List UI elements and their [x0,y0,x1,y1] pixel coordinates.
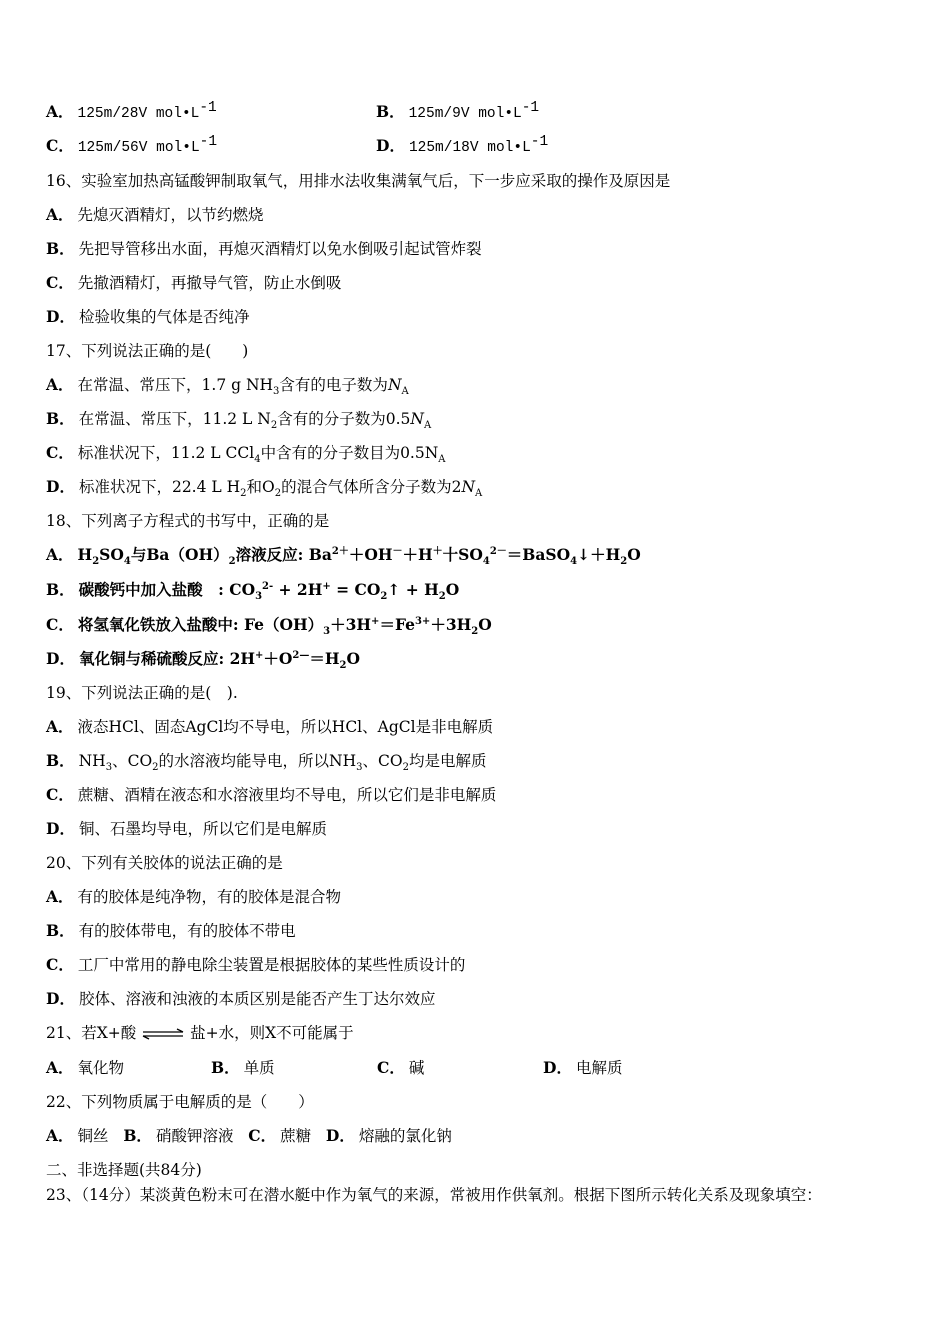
q19-b-s1: 3 [105,762,113,774]
q17-option-a [46,375,409,398]
q19-b-t1: NH [78,752,106,770]
q19-b-s2: 2 [152,762,159,774]
equilibrium-arrow-icon [141,1028,185,1040]
q17-b-s2: A [423,420,432,432]
q16-option-b-text: 先把导管移出水面，再熄灭酒精灯以免水倒吸引起试管炸裂 [78,240,482,258]
q21-c-letter: C． [377,1058,405,1077]
q21-option-a [46,1058,211,1078]
q17-stem: 17、下列说法正确的是( ) [46,342,249,360]
q20-stem: 20、下列有关胶体的说法正确的是 [46,854,283,872]
q20-b-text: 有的胶体带电，有的胶体不带电 [78,922,296,940]
q15-option-a-letter: A． [46,102,74,121]
q19-d-text: 铜、石墨均导电，所以它们是电解质 [78,820,327,838]
q17-a-t2: 含有的电子数为 [279,376,388,394]
q23-num: 23、 [46,1186,82,1204]
q18-a-p2: － [392,545,403,557]
q21-options [46,1058,622,1078]
q17-b-t3: N [410,410,424,428]
q16-option-d-letter: D． [46,307,75,326]
q21-b-text: 单质 [243,1059,275,1077]
q18-option-c [46,615,492,638]
q18-d-t4: O [346,649,361,668]
q21-d-letter: D． [543,1058,572,1077]
q18-a-s4: 4 [482,556,490,568]
q20-a-letter: A． [46,887,74,906]
q15-option-c-letter: C． [46,136,74,155]
q18-a-p3: ＋ [432,545,443,557]
q18-a-s1: 2 [92,556,100,568]
q22-b-letter: B． [123,1126,152,1145]
q17-a-t1: 在常温、常压下，1.7 g NH [77,376,274,394]
q15-option-a: 125m/28V mol•L [77,106,200,122]
q18-b-letter: B． [46,580,75,599]
q17-d-t4: N [461,478,476,496]
q15-option-d-wrap [376,133,549,158]
q18-c-s1: 3 [323,626,331,638]
q16-option-c-text: 先撤酒精灯，再撤导气管，防止水倒吸 [77,274,342,292]
q18-d-t1: 氧化铜与稀硫酸反应: 2H [78,649,256,668]
q22-options [46,1126,452,1146]
section-2-title: 二、非选择题(共84分) [46,1161,202,1179]
q17-b-s1: 2 [270,420,278,432]
q18-option-a [46,545,641,568]
q15-option-b-exp: -1 [521,99,540,116]
q18-a-s3: 2 [228,556,236,568]
q21-stem-pre: 21、若X+酸 [46,1024,137,1042]
q18-a-t3: 与Ba（OH） [130,545,229,564]
q18-a-t5: ＋OH [348,545,393,564]
q18-a-letter: A． [46,545,74,564]
q18-b-p2: + [322,580,331,592]
q21-stem-post: 盐+水，则X不可能属于 [190,1024,354,1042]
q18-b-t1: 碳酸钙中加入盐酸 : CO [78,580,256,599]
q20-option-c [46,955,465,975]
q17-b-t1: 在常温、常压下，11.2 L N [78,410,271,428]
q18-c-t4: ＋3H [430,615,472,634]
q16-option-b-letter: B． [46,239,75,258]
q16-option-d-text: 检验收集的气体是否纯净 [78,308,250,326]
q18-c-s2: 2 [471,626,479,638]
q19-c-letter: C． [46,785,74,804]
q18-option-b [46,580,460,603]
q15-row-1 [46,99,540,124]
q15-option-d-letter: D． [376,136,405,155]
q18-a-t4: 溶液反应: Ba [235,545,332,564]
q19-b-t4: 、CO [362,752,403,770]
q18-c-p2: 3+ [414,615,431,627]
q20-option-a [46,887,341,907]
q18-c-t3: ＝Fe [379,615,415,634]
q16-option-d [46,307,249,327]
q18-b-s3: 2 [438,591,446,603]
q19-d-letter: D． [46,819,75,838]
q17-a-s2: A [401,386,409,398]
q22-c-letter: C． [248,1126,277,1145]
q20-option-d [46,989,435,1009]
q16-option-b [46,239,482,259]
q20-b-letter: B． [46,921,75,940]
q18-b-t4: ↑ + H [387,580,439,599]
q23-text: 某淡黄色粉末可在潜水艇中作为氧气的来源，常被用作供氧剂。根据下图所示转化关系及现象填空： [139,1186,822,1204]
q19-b-s3: 3 [356,762,363,774]
q18-stem: 18、下列离子方程式的书写中，正确的是 [46,512,330,530]
q17-d-t1: 标准状况下，22.4 L H [78,478,241,496]
q18-c-t1: 将氢氧化铁放入盐酸中: Fe（OH） [77,615,324,634]
q18-b-p1: 2- [262,580,274,592]
q17-d-s2: 2 [274,488,282,500]
q19-option-b [46,751,487,774]
q21-option-b [211,1058,377,1078]
q17-d-letter: D． [46,477,75,496]
q17-d-s1: 2 [240,488,247,500]
q18-a-t1: H [77,545,93,564]
q19-b-t3: 的水溶液均能导电，所以NH [158,752,357,770]
q17-d-t2: 和O [246,478,275,496]
q21-d-text: 电解质 [575,1059,623,1077]
q20-d-text: 胶体、溶液和浊液的本质区别是能否产生丁达尔效应 [78,990,436,1008]
q22-stem: 22、下列物质属于电解质的是（ ） [46,1093,314,1111]
q18-c-t2: ＋3H [330,615,372,634]
q18-a-s2: 4 [123,556,131,568]
q18-a-t10: O [627,545,641,564]
q22-d-text: 熔融的氯化钠 [358,1127,452,1145]
q18-a-p4: 2－ [489,545,507,557]
q18-a-s6: 2 [620,556,628,568]
q20-option-b [46,921,296,941]
q15-option-a-exp: -1 [199,99,217,116]
q18-d-t3: ＝H [309,649,340,668]
q21-c-text: 碱 [408,1059,425,1077]
q20-d-letter: D． [46,989,75,1008]
q19-stem: 19、下列说法正确的是( ). [46,684,238,702]
q19-b-s4: 2 [402,762,409,774]
q19-option-a [46,717,493,737]
q16-option-a [46,205,264,225]
q17-b-letter: B． [46,409,75,428]
q18-a-p1: 2＋ [331,545,349,557]
q21-option-c [377,1058,543,1078]
q22-b-text: 硝酸钾溶液 [155,1127,234,1145]
q18-a-t7: 十SO [442,545,483,564]
q19-a-text: 液态HCl、固态AgCl均不导电，所以HCl、AgCl是非电解质 [77,718,494,736]
q17-c-t1: 标准状况下，11.2 L CCl [77,444,255,462]
q20-c-letter: C． [46,955,74,974]
q21-a-text: 氧化物 [77,1059,125,1077]
q18-a-t2: SO [99,545,124,564]
q22-d-letter: D． [325,1126,355,1145]
q23-stem [46,1185,822,1205]
q17-c-s1: 4 [254,454,261,466]
q20-c-text: 工厂中常用的静电除尘装置是根据胶体的某些性质设计的 [77,956,466,974]
q18-d-t2: ＋O [263,649,293,668]
q19-c-text: 蔗糖、酒精在液态和水溶液里均不导电，所以它们是非电解质 [77,786,497,804]
q18-a-t9: ↓＋H [577,545,621,564]
q18-c-letter: C． [46,615,74,634]
q17-c-t2: 中含有的分子数目为0.5N [260,444,439,462]
q19-option-d [46,819,327,839]
q15-option-b: 125m/9V mol•L [408,106,522,122]
q17-b-t2: 含有的分子数为0.5 [277,410,411,428]
q18-d-p1: + [255,649,264,661]
q18-b-t5: O [445,580,460,599]
q15-option-c: 125m/56V mol•L [77,140,200,156]
q18-d-letter: D． [46,649,75,668]
q21-b-letter: B． [211,1058,240,1077]
q18-a-s5: 4 [570,556,578,568]
q17-d-t3: 的混合气体所含分子数为2 [281,478,462,496]
q17-c-letter: C． [46,443,74,462]
q15-option-c-exp: -1 [199,133,218,150]
q19-a-letter: A． [46,717,74,736]
q16-stem: 16、实验室加热高锰酸钾制取氧气，用排水法收集满氧气后，下一步应采取的操作及原因是 [46,172,671,190]
q18-c-p1: + [371,615,380,627]
q22-a-text: 铜丝 [77,1127,109,1145]
q18-b-s1: 3 [255,591,263,603]
q16-option-a-text: 先熄灭酒精灯，以节约燃烧 [77,206,264,224]
q18-d-p2: 2— [292,649,310,661]
q15-option-b-wrap [376,99,540,124]
q21-a-letter: A． [46,1058,74,1077]
q18-d-s1: 2 [339,660,347,672]
q19-b-letter: B． [46,751,75,770]
q15-option-b-letter: B． [376,102,405,121]
q18-a-t6: ＋H [402,545,433,564]
q18-b-s2: 2 [380,591,388,603]
q18-a-t8: ＝BaSO [506,545,571,564]
q15-option-d: 125m/18V mol•L [408,140,531,156]
q19-option-c [46,785,496,805]
q16-option-a-letter: A． [46,205,74,224]
q19-b-t5: 均是电解质 [408,752,487,770]
q22-a-letter: A． [46,1126,74,1145]
q16-option-c [46,273,341,293]
q20-a-text: 有的胶体是纯净物，有的胶体是混合物 [77,888,342,906]
q16-option-c-letter: C． [46,273,74,292]
q15-row-2 [46,133,549,158]
q17-option-b [46,409,432,432]
q21-stem [46,1023,354,1043]
q18-c-t5: O [478,615,492,634]
q17-d-s3: A [475,488,483,500]
q17-a-s1: 3 [273,386,280,398]
q19-b-t2: 、CO [112,752,153,770]
q17-option-d [46,477,483,500]
q18-option-d [46,649,361,672]
q17-option-c [46,443,446,466]
q17-a-letter: A． [46,375,74,394]
q18-b-t3: = CO [330,580,381,599]
q15-option-d-exp: -1 [530,133,549,150]
q22-c-text: 蔗糖 [280,1127,312,1145]
q17-a-t3: N [387,376,402,394]
q17-c-s2: A [438,454,446,466]
q18-b-t2: + 2H [273,580,323,599]
q21-option-d [543,1058,622,1078]
q23-score: （14分） [81,1186,140,1204]
